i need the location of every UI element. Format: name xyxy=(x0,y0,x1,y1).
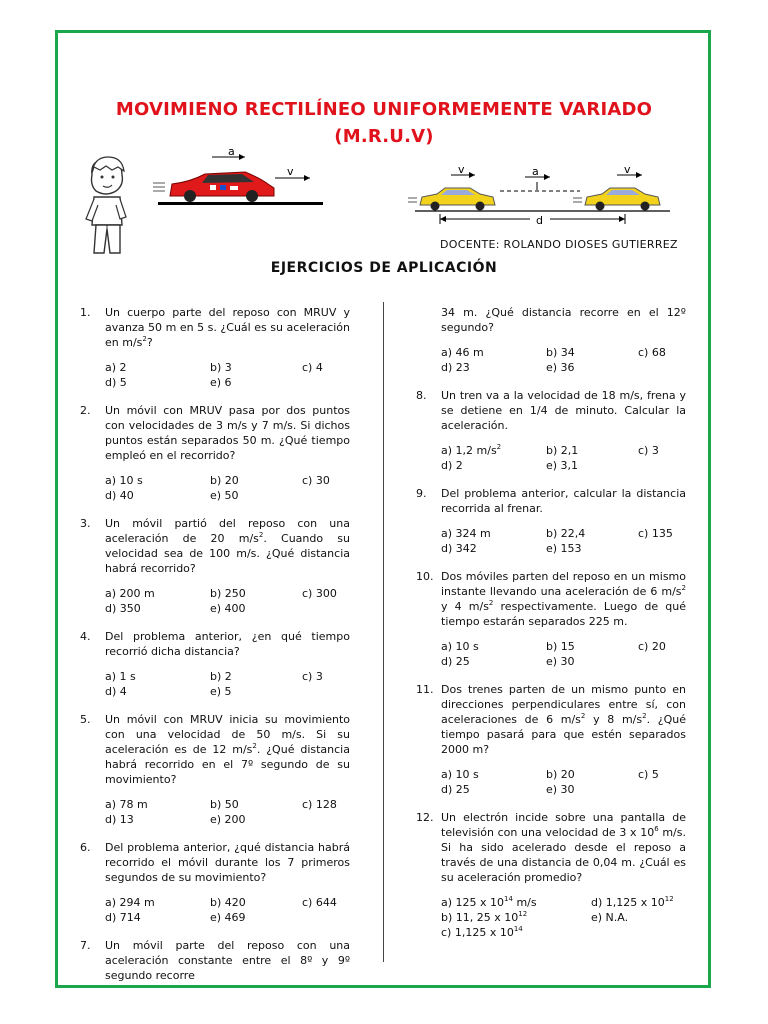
exercise-item xyxy=(416,569,686,669)
two-cars-diagram xyxy=(405,160,675,230)
answer-option: d) 342 xyxy=(441,542,477,555)
answer-option: c) 30 xyxy=(302,474,330,487)
answer-option: c) 1,125 x $10^{14}$ xyxy=(441,925,523,939)
accel-label: a xyxy=(228,148,235,158)
answer-option: b) 420 xyxy=(210,896,246,909)
answer-option: a) 1 s xyxy=(105,670,136,683)
answer-option: c) 20 xyxy=(638,640,666,653)
page-title: MOVIMIENO RECTILÍNEO UNIFORMEMENTE VARIADO xyxy=(115,99,653,120)
exercise-question: Dos trenes parten de un mismo punto en direcciones perpendiculares entre sí, con aceleraciones de 6 $m/s^2$ y 8 $m/s^2$. ¿Qué tiempo pasará para que estén separados 2000 m? xyxy=(441,683,687,756)
exercise-question: Del problema anterior, ¿en qué tiempo recorrió dicha distancia? xyxy=(105,630,350,658)
answer-options xyxy=(441,895,686,940)
answer-option: c) 4 xyxy=(302,361,323,374)
answer-option: b) 2 xyxy=(210,670,232,683)
exercise-item xyxy=(80,403,350,503)
exercise-item xyxy=(416,388,686,473)
answer-option: b) 250 xyxy=(210,587,246,600)
exercises-left-column xyxy=(80,305,350,983)
answer-option: b) 2,1 xyxy=(546,444,579,457)
velocity-label-1: v xyxy=(458,163,465,176)
answer-option: b) 20 xyxy=(210,474,239,487)
answer-option: d) 5 xyxy=(105,376,127,389)
answer-option: c) 644 xyxy=(302,896,337,909)
exercise-number: 2. xyxy=(80,404,91,417)
red-car-diagram xyxy=(150,148,325,208)
answer-option: a) 10 s xyxy=(105,474,143,487)
distance-label: d xyxy=(536,214,543,227)
exercise-question: Dos móviles parten del reposo en un mismo instante llevando una aceleración de 6 $m/s^2$ y 4 $m/s^2$ respectivamente. Luego de qué tiempo estarán separados 225 m. xyxy=(441,570,686,628)
exercise-number: 3. xyxy=(80,517,91,530)
answer-option: e) 30 xyxy=(546,655,575,668)
answer-option: d) 714 xyxy=(105,911,141,924)
answer-option: a) 10 s xyxy=(441,768,479,781)
exercise-number: 7. xyxy=(80,939,91,952)
answer-option: d) 13 xyxy=(105,813,134,826)
answer-option: c) 135 xyxy=(638,527,673,540)
answer-options xyxy=(441,767,686,797)
boy-illustration xyxy=(78,155,138,260)
answer-option: e) 469 xyxy=(210,911,246,924)
answer-option: d) 1,125 x $10^{12}$ xyxy=(591,895,674,909)
answer-option: e) 50 xyxy=(210,489,239,502)
exercise-item xyxy=(80,712,350,827)
answer-option: e) 153 xyxy=(546,542,582,555)
answer-option: c) 5 xyxy=(638,768,659,781)
exercise-number: 5. xyxy=(80,713,91,726)
exercise-number: 9. xyxy=(416,487,427,500)
answer-option: e) 5 xyxy=(210,685,232,698)
section-title: EJERCICIOS DE APLICACIÓN xyxy=(270,260,498,276)
answer-option: b) 11, 25 x $10^{12}$ xyxy=(441,910,528,924)
answer-option: d) 4 xyxy=(105,685,127,698)
answer-options xyxy=(105,360,350,390)
answer-option: d) 25 xyxy=(441,783,470,796)
answer-option: d) 350 xyxy=(105,602,141,615)
answer-options xyxy=(441,526,686,556)
exercise-question: Un móvil parte del reposo con una aceleración constante entre el 8º y 9º segundo recorre xyxy=(105,939,350,982)
exercise-item xyxy=(80,938,350,983)
exercise-question: Del problema anterior, ¿qué distancia habrá recorrido el móvil durante los 7 primeros segundos de su movimiento? xyxy=(105,841,350,884)
answer-option: d) 2 xyxy=(441,459,463,472)
answer-option: e) 30 xyxy=(546,783,575,796)
exercise-question: Un móvil partió del reposo con una aceleración de 20 $m/s^2$. Cuando su velocidad sea de 100 m/s. ¿Qué distancia habrá recorrido? xyxy=(105,517,350,575)
exercise-item xyxy=(80,516,350,616)
answer-option: a) 294 m xyxy=(105,896,155,909)
answer-option: b) 15 xyxy=(546,640,575,653)
answer-option: e) 36 xyxy=(546,361,575,374)
exercise-number: 11. xyxy=(416,683,434,696)
answer-option: a) 10 s xyxy=(441,640,479,653)
exercise-question: Un móvil con MRUV inicia su movimiento con una velocidad de 50 m/s. Si su aceleración es de 12 $m/s^2$. ¿Qué distancia habrá recorrido en el 7º segundo de su movimiento? xyxy=(105,713,350,786)
answer-options xyxy=(105,797,350,827)
exercise-item xyxy=(80,840,350,925)
exercise-number: 6. xyxy=(80,841,91,854)
answer-option: b) 3 xyxy=(210,361,232,374)
answer-option: e) 200 xyxy=(210,813,246,826)
answer-options xyxy=(105,586,350,616)
answer-options xyxy=(441,443,686,473)
teacher-name: DOCENTE: ROLANDO DIOSES GUTIERREZ xyxy=(440,238,678,251)
answer-option: b) 20 xyxy=(546,768,575,781)
answer-option: a) 2 xyxy=(105,361,127,374)
answer-options xyxy=(441,639,686,669)
column-divider xyxy=(383,302,384,962)
exercise-number: 12. xyxy=(416,811,434,824)
exercise-item xyxy=(80,305,350,390)
answer-option: b) 34 xyxy=(546,346,575,359)
answer-option: a) 46 m xyxy=(441,346,484,359)
exercise-item xyxy=(416,486,686,556)
answer-options xyxy=(105,895,350,925)
answer-option: d) 25 xyxy=(441,655,470,668)
answer-option: d) 23 xyxy=(441,361,470,374)
answer-option: e) N.A. xyxy=(591,911,629,924)
answer-option: d) 40 xyxy=(105,489,134,502)
answer-options xyxy=(105,473,350,503)
page-subtitle: (M.R.U.V) xyxy=(334,126,434,147)
answer-option: c) 3 xyxy=(638,444,659,457)
answer-option: c) 68 xyxy=(638,346,666,359)
exercise-item xyxy=(416,682,686,797)
exercise-number: 1. xyxy=(80,306,91,319)
answer-options xyxy=(105,669,350,699)
answer-option: a) 125 x $10^{14}$ m/s xyxy=(441,895,537,909)
exercise-item xyxy=(416,305,686,375)
answer-option: a) 200 m xyxy=(105,587,155,600)
answer-option: a) 1,2 $m/s^2$ xyxy=(441,443,502,457)
exercise-number: 4. xyxy=(80,630,91,643)
velocity-label-2: v xyxy=(624,163,631,176)
exercise-question: Un cuerpo parte del reposo con MRUV y avanza 50 m en 5 s. ¿Cuál es su aceleración en $m/s^2$? xyxy=(105,306,350,349)
answer-option: e) 6 xyxy=(210,376,232,389)
exercise-question: Un electrón incide sobre una pantalla de televisión con una velocidad de 3 x $10^6$ m/s. Si ha sido acelerado desde el reposo a través de una distancia de 0,04 m. ¿Cuál es su aceleración promedio? xyxy=(441,811,686,884)
velocity-label: v xyxy=(287,165,294,178)
answer-option: c) 128 xyxy=(302,798,337,811)
exercise-number: 8. xyxy=(416,389,427,402)
accel-label-2: a xyxy=(532,165,539,178)
answer-option: e) 3,1 xyxy=(546,459,579,472)
answer-option: b) 50 xyxy=(210,798,239,811)
exercises-right-column xyxy=(416,305,686,940)
answer-option: c) 300 xyxy=(302,587,337,600)
exercise-question: Un tren va a la velocidad de 18 m/s, frena y se detiene en 1/4 de minuto. Calcular la aceleración. xyxy=(441,389,686,432)
answer-option: e) 400 xyxy=(210,602,246,615)
exercise-question: Un móvil con MRUV pasa por dos puntos con velocidades de 3 m/s y 7 m/s. Si dichos puntos están separados 50 m. ¿Qué tiempo empleó en el recorrido? xyxy=(105,404,350,462)
exercise-question: 34 m. ¿Qué distancia recorre en el 12º segundo? xyxy=(441,306,686,334)
answer-option: b) 22,4 xyxy=(546,527,586,540)
answer-option: a) 78 m xyxy=(105,798,148,811)
exercise-item xyxy=(416,810,686,940)
exercise-number: 10. xyxy=(416,570,434,583)
answer-option: c) 3 xyxy=(302,670,323,683)
answer-option: a) 324 m xyxy=(441,527,491,540)
answer-options xyxy=(441,345,686,375)
exercise-question: Del problema anterior, calcular la distancia recorrida al frenar. xyxy=(441,487,686,515)
exercise-item xyxy=(80,629,350,699)
